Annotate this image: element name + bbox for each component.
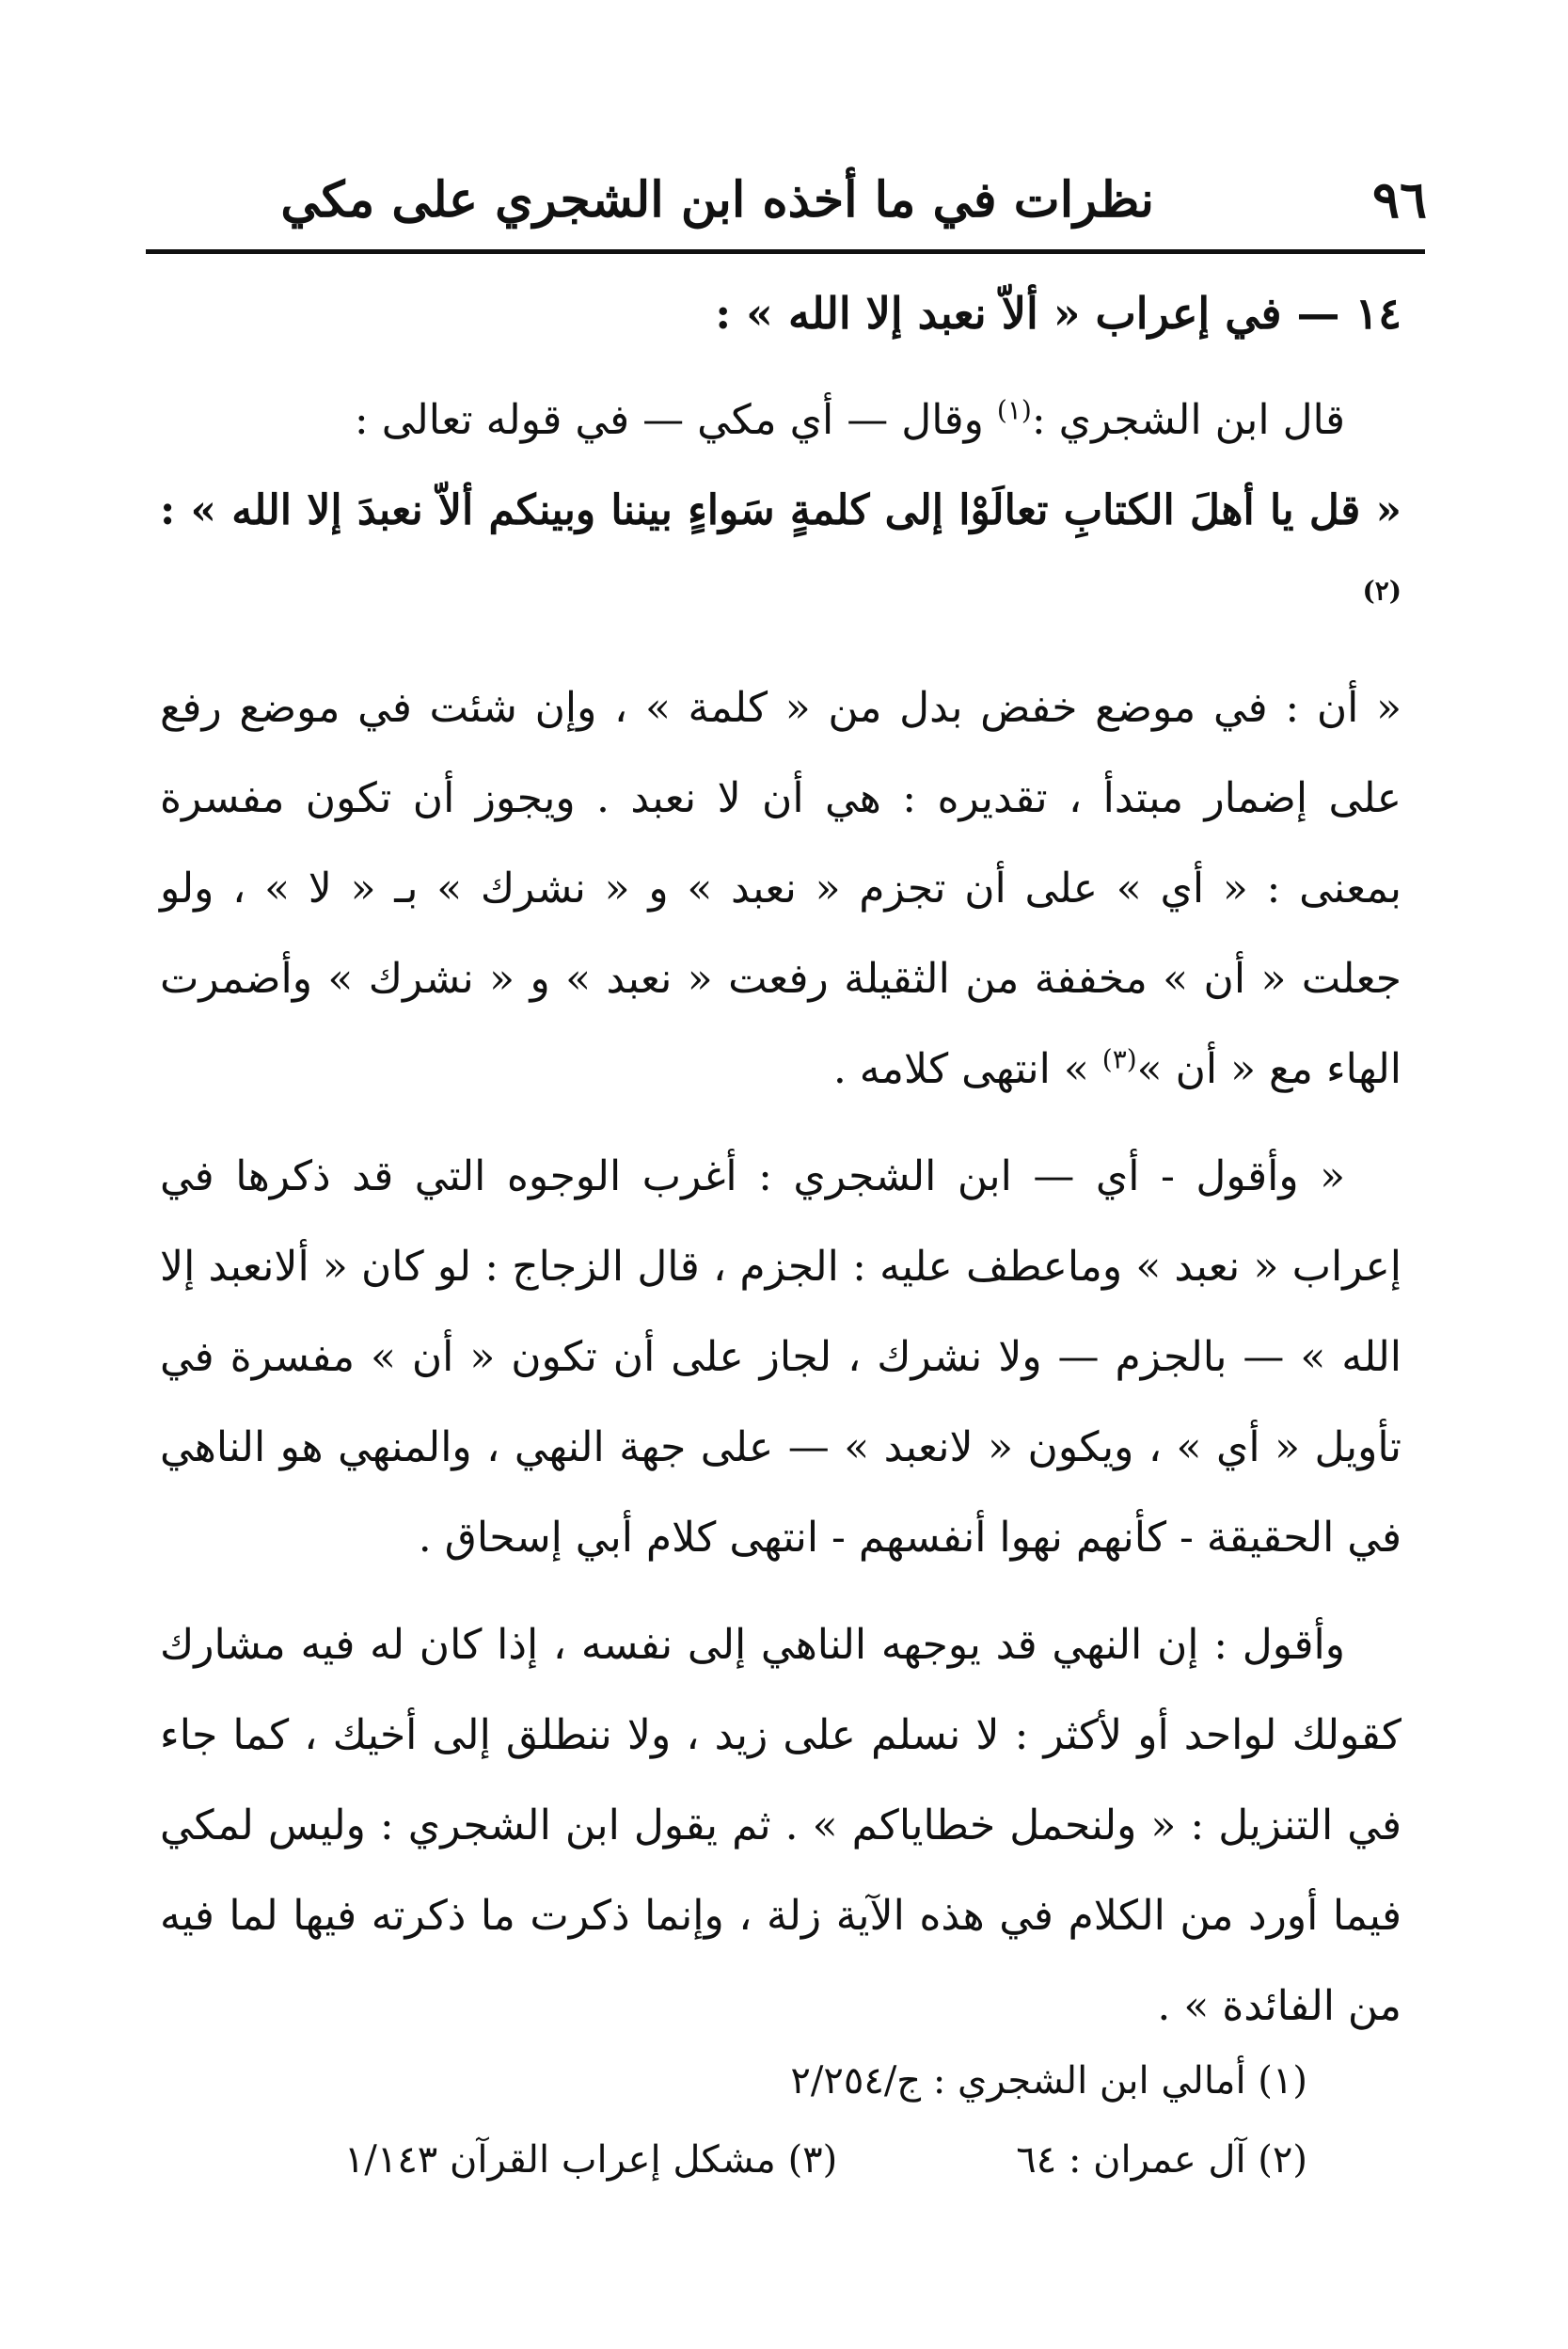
- intro-text: قال ابن الشجري :: [1031, 396, 1345, 444]
- quran-verse: [160, 466, 1402, 646]
- paragraph-2: « وأقول - أي — ابن الشجري : أغرب الوجوه التي قد ذكرها في إعراب « نعبد » وماعطف عليه : الجزم ، قال الزجاج : لو كان « ألانعبد إلا الله » — بالجزم — ولا نشرك ، لجاز على أن تكون « أن » مفسرة في تأويل « أي » ، ويكون « لانعبد » — على جهة النهي ، والمنهي هو الناهي في الحقيقة - كأنهم نهوا أنفسهم - انتهى كلام أبي إسحاق .: [160, 1152, 1402, 1562]
- quran-text: « قل يا أهلَ الكتابِ تعالَوْا إلى كلمةٍ سَواءٍ بيننا وبينكم ألاّ نعبدَ إلا الله » :: [160, 486, 1402, 534]
- running-title: نظرات في ما أخذه ابن الشجري على مكي: [280, 171, 1154, 229]
- footnote-ref-1: (١): [996, 394, 1032, 426]
- intro-paragraph: [160, 375, 1402, 466]
- intro-text-cont: وقال — أي مكي — في قوله تعالى :: [354, 396, 997, 444]
- footnotes: [188, 2041, 1336, 2199]
- running-header: [150, 141, 1427, 245]
- footnote-2: (٢) آل عمران : ٦٤: [1016, 2138, 1307, 2182]
- page-number: ٩٦: [1371, 169, 1427, 230]
- footnote-3: (٣) مشكل إعراب القرآن ١/١٤٣: [343, 2138, 838, 2182]
- footnote-row-2: [188, 2120, 1336, 2199]
- footnote-row-1: [188, 2041, 1336, 2120]
- paragraph-1: [160, 663, 1402, 1115]
- footnote-1: (١) أمالي ابن الشجري : ج/٢/٢٥٤: [790, 2059, 1307, 2103]
- footnote-ref-3: (٣): [1101, 1043, 1137, 1075]
- section-heading: ١٤ — في إعراب « ألاّ نعبد إلا الله » :: [715, 288, 1402, 339]
- paragraph-1-text: « أن : في موضع خفض بدل من « كلمة » ، وإن شئت في موضع رفع على إضمار مبتدأ ، تقديره : هي أن لا نعبد . ويجوز أن تكون مفسرة بمعنى : « أي » على أن تجزم « نعبد » و « نشرك » بـ « لا » ، ولو جعلت « أن » مخففة من الثقيلة رفعت « نعبد » و « نشرك » وأضمرت الهاء مع « أن »: [160, 684, 1402, 1093]
- paragraph-1-end: » انتهى كلامه .: [832, 1045, 1102, 1093]
- footnote-ref-2: (٢): [1362, 575, 1402, 607]
- body-text: [160, 268, 1402, 2052]
- header-rule: [146, 249, 1425, 254]
- paragraph-3: وأقول : إن النهي قد يوجهه الناهي إلى نفسه ، إذا كان له فيه مشارك كقولك لواحد أو لأكثر : لا نسلم على زيد ، ولا ننطلق إلى أخيك ، كما جاء في التنزيل : « ولنحمل خطاياكم » . ثم يقول ابن الشجري : وليس لمكي فيما أورد من الكلام في هذه الآية زلة ، وإنما ذكرت ما ذكرته فيها لما فيه من الفائدة » .: [160, 1621, 1402, 2030]
